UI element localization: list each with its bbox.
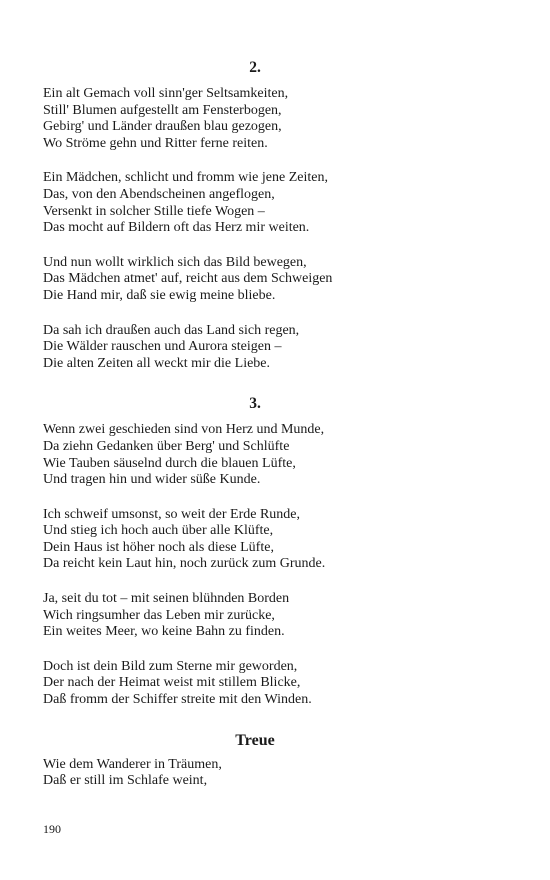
verse-line: Da reicht kein Laut hin, noch zurück zum Grunde. <box>43 556 326 572</box>
stanza <box>43 255 467 305</box>
verse-line: Wich ringsumher das Leben mir zurücke, <box>43 607 275 623</box>
page-content <box>43 58 467 808</box>
verse-line: Ein weites Meer, wo keine Bahn zu finden. <box>43 624 285 640</box>
section-sonnet-3 <box>43 394 467 708</box>
verse-line: Und nun wollt wirklich sich das Bild bewegen, <box>43 254 307 270</box>
stanza <box>43 507 467 573</box>
stanza <box>43 591 467 641</box>
verse-line: Dein Haus ist höher noch als diese Lüfte, <box>43 539 274 555</box>
verse-line: Der nach der Heimat weist mit stillem Blicke, <box>43 675 301 691</box>
verse-line: Ein alt Gemach voll sinn'ger Seltsamkeiten, <box>43 86 289 101</box>
verse-line: Das mocht auf Bildern oft das Herz mir weiten. <box>43 220 310 236</box>
section-poem-treue <box>43 731 467 790</box>
verse-line: Und tragen hin und wider süße Kunde. <box>43 472 261 488</box>
verse-line: Ich schweif umsonst, so weit der Erde Runde, <box>43 506 300 522</box>
stanza <box>43 86 467 152</box>
section-heading: 2. <box>249 59 261 76</box>
verse-line: Wie Tauben säuselnd durch die blauen Lüfte, <box>43 455 296 471</box>
stanza <box>43 422 467 488</box>
verse-line: Wenn zwei geschieden sind von Herz und Munde, <box>43 422 325 438</box>
verse-line: Versenkt in solcher Stille tiefe Wogen – <box>43 203 265 219</box>
poem-title: Treue <box>235 731 275 749</box>
verse-line: Daß er still im Schlafe weint, <box>43 773 208 789</box>
stanza <box>43 757 467 790</box>
verse-line: Die alten Zeiten all weckt mir die Liebe. <box>43 355 271 371</box>
verse-line: Da sah ich draußen auch das Land sich regen, <box>43 322 300 338</box>
verse-line: Doch ist dein Bild zum Sterne mir geworden, <box>43 658 298 674</box>
stanza <box>43 323 467 373</box>
verse-line: Wo Ströme gehn und Ritter ferne reiten. <box>43 135 268 151</box>
verse-line: Ein Mädchen, schlicht und fromm wie jene Zeiten, <box>43 170 328 186</box>
verse-line: Wie dem Wanderer in Träumen, <box>43 756 222 772</box>
section-sonnet-2 <box>43 58 467 372</box>
verse-line: Ja, seit du tot – mit seinen blühnden Borden <box>43 591 290 607</box>
verse-line: Die Hand mir, daß sie ewig meine bliebe. <box>43 287 276 303</box>
verse-line: Da ziehn Gedanken über Berg' und Schlüfte <box>43 438 290 454</box>
page-number: 190 <box>43 822 61 836</box>
verse-line: Gebirg' und Länder draußen blau gezogen, <box>43 119 282 135</box>
verse-line: Das, von den Abendscheinen angeflogen, <box>43 186 275 202</box>
stanza <box>43 170 467 236</box>
verse-line: Still' Blumen aufgestellt am Fensterbogen, <box>43 102 282 118</box>
stanza <box>43 659 467 709</box>
verse-line: Das Mädchen atmet' auf, reicht aus dem Schweigen <box>43 271 333 287</box>
verse-line: Daß fromm der Schiffer streite mit den Winden. <box>43 692 312 708</box>
verse-line: Und stieg ich hoch auch über alle Klüfte, <box>43 523 274 539</box>
verse-line: Die Wälder rauschen und Aurora steigen – <box>43 339 282 355</box>
section-heading: 3. <box>249 395 261 413</box>
